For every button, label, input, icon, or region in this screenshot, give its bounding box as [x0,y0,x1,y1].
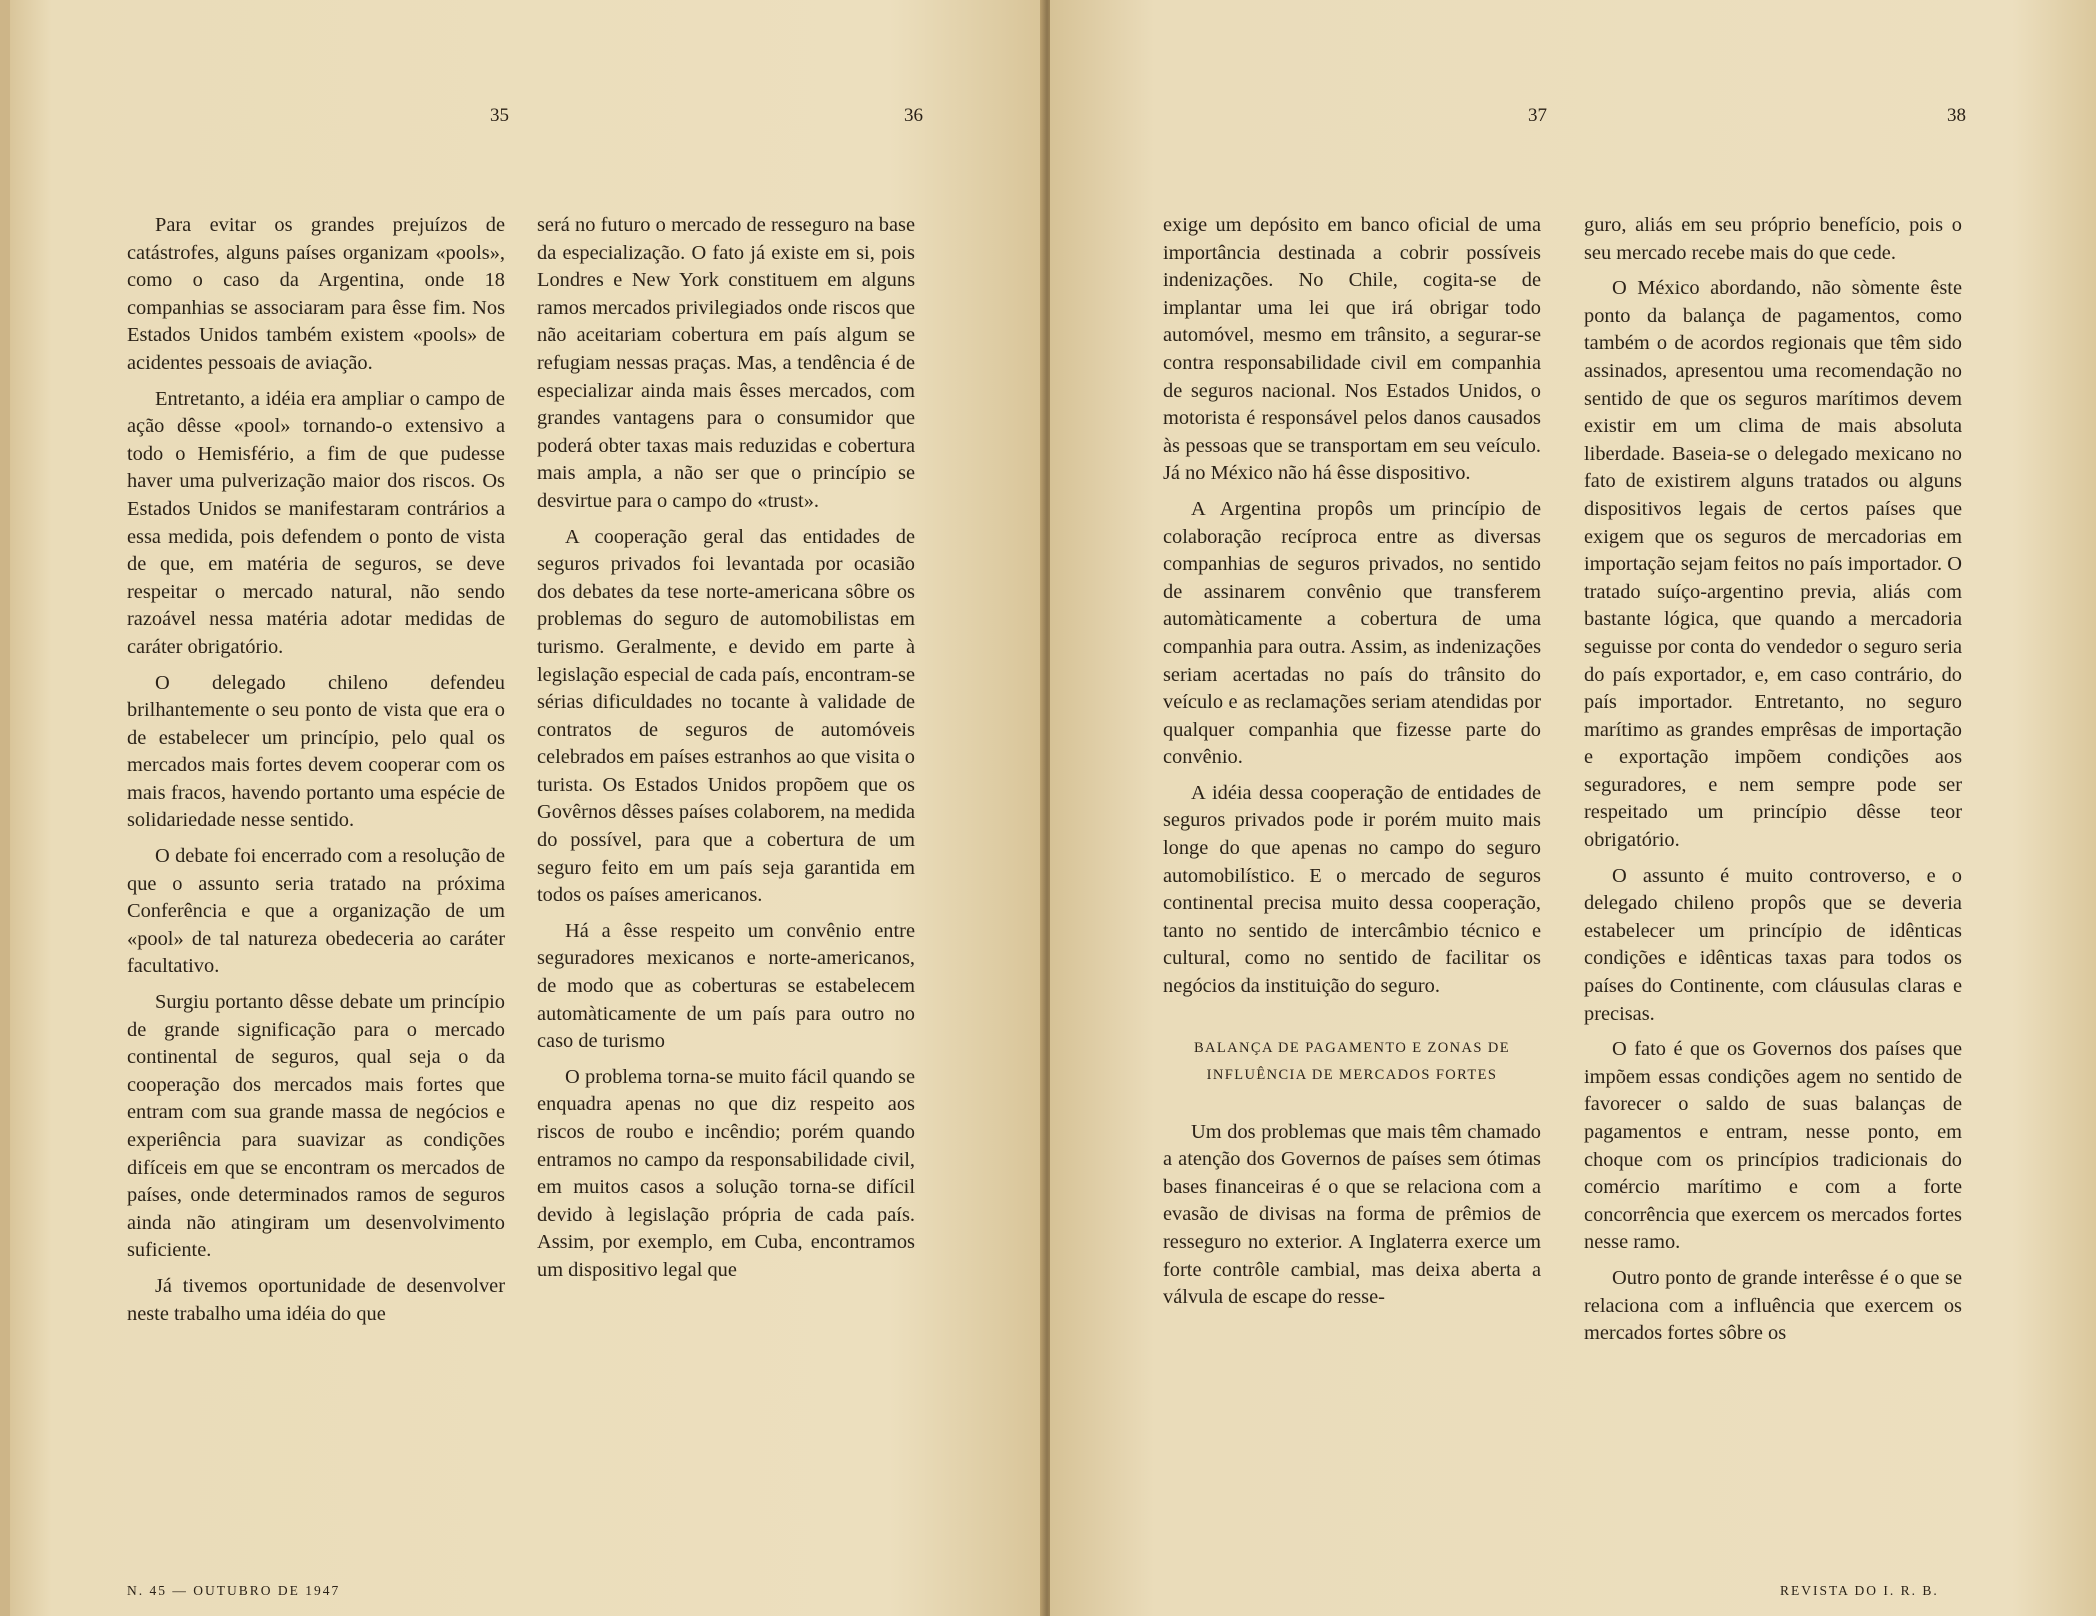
paragraph: Há a êsse respeito um convênio entre seguradores mexicanos e norte-americanos, de modo que as coberturas se estabelecem automàticamente de um país para outro no caso de turismo [537,919,915,1053]
paragraph: Surgiu portanto dêsse debate um princípio de grande significação para o mercado continental de seguros, qual seja o da cooperação dos mercados mais fortes que entram com sua grande massa de negócios e experiência para suavizar as condições difíceis em que se encontram os mercados de países, onde determinados ramos de seguros ainda não atingiram um desenvolvimento suficiente. [127,991,505,1262]
paragraph: O assunto é muito controverso, e o delegado chileno propôs que se deveria estabelecer um princípio de idênticas condições e idênticas taxas para todos os países do Continente, com cláusulas claras e precisas. [1584,864,1962,1025]
column-page-35 [127,212,505,1336]
column-page-36 [537,212,915,1293]
paragraph: Um dos problemas que mais têm chamado a atenção dos Governos de países sem ótimas bases financeiras é o que se relaciona com a evasão de divisas na forma de prêmios de resseguro no exterior. A Inglaterra exerce um forte contrôle cambial, mas deixa aberta a válvula de escape do resse- [1163,1120,1541,1309]
column-page-37 [1163,212,1541,1320]
left-sheet [0,0,1044,1616]
paragraph: A idéia dessa cooperação de entidades de seguros privados pode ir porém muito mais longe do que apenas no campo do seguro automobilístico. E o mercado de seguros continental precisa muito dessa cooperação, tanto no sentido de intercâmbio técnico e cultural, como no sentido de facilitar os negócios da instituição do seguro. [1163,781,1541,998]
footer-journal: REVISTA DO I. R. B. [1780,1583,1939,1598]
paragraph: Outro ponto de grande interêsse é o que se relaciona com a influência que exercem os mercados fortes sôbre os [1584,1266,1962,1345]
paragraph: O México abordando, não sòmente êste ponto da balança de pagamentos, como também o de acordos regionais que têm sido assinados, apresentou uma recomendação no sentido de que os seguros marítimos devem existir em um clima de mais absoluta liberdade. Baseia-se o delegado mexicano no fato de existirem alguns tratados ou alguns dispositivos legais de certos países que exigem que os seguros de mercadorias em importação sejam feitos no país importador. O tratado suíço-argentino previa, aliás com bastante lógica, que quando a mercadoria seguisse por conta do vendedor o seguro seria do país exportador, e, em caso contrário, do país importador. Entretanto, no seguro marítimo as grandes emprêsas de importação e exportação impõem condições aos seguradores, e nem sempre pode ser respeitado um princípio dêsse teor obrigatório. [1584,277,1962,852]
paragraph: Entretanto, a idéia era ampliar o campo de ação dêsse «pool» tornando-o extensivo a todo o Hemisfério, a fim de que pudesse haver uma pulverização maior dos riscos. Os Estados Unidos se manifestaram contrários a essa medida, pois defendem o ponto de vista de que, em matéria de seguros, se deve respeitar o mercado natural, não sendo razoável nessa matéria adotar medidas de caráter obrigatório. [127,387,505,658]
page-number-36: 36 [904,105,923,126]
paragraph: A Argentina propôs um princípio de colaboração recíproca entre as diversas companhias de seguros privados, no sentido de assinarem convênio que transferem automàticamente a cobertura de uma companhia para outra. Assim, as indenizações seriam acertadas no país do trânsito do veículo e as reclamações seriam atendidas por qualquer companhia que fizesse parte do convênio. [1163,497,1541,769]
paragraph: exige um depósito em banco oficial de uma importância destinada a cobrir possíveis indenizações. No Chile, cogita-se de implantar uma lei que irá obrigar todo automóvel, mesmo em trânsito, a segurar-se contra responsabilidade civil em companhia de seguros nacional. Nos Estados Unidos, o motorista é responsável pelos danos causados às pessoas que se transportam em seu veículo. Já no México não há êsse dispositivo. [1163,214,1541,485]
footer-issue: N. 45 — OUTUBRO DE 1947 [127,1583,341,1598]
column-page-38 [1584,212,1962,1356]
paragraph: Para evitar os grandes prejuízos de catástrofes, alguns países organizam «pools», como o caso da Argentina, onde 18 companhias se associaram para êsse fim. Nos Estados Unidos também existem «pools» de acidentes pessoais de aviação. [127,214,505,374]
section-heading: BALANÇA DE PAGAMENTO E ZONAS DE INFLUÊNCIA DE MERCADOS FORTES [1193,1039,1511,1083]
right-sheet [1050,0,2096,1616]
paragraph: A cooperação geral das entidades de seguros privados foi levantada por ocasião dos debates da tese norte-americana sôbre os problemas do seguro de automobilistas em turismo. Geralmente, e devido em parte à legislação especial de cada país, encontram-se sérias dificuldades no tocante à validade de contratos de seguros de automóveis celebrados em países estranhos ao que visita o turista. Os Estados Unidos propõem que os Govêrnos dêsses países colaborem, na medida do possível, para que a cobertura de um seguro feito em um país seja garantida em todos os países americanos. [537,525,915,907]
page-number-38: 38 [1947,105,1966,126]
paragraph: Já tivemos oportunidade de desenvolver neste trabalho uma idéia do que [127,1274,505,1325]
paragraph: O fato é que os Governos dos países que impõem essas condições agem no sentido de favorecer o saldo de suas balanças de pagamentos e entram, nesse ponto, em choque com os princípios tradicionais do comércio marítimo e com a forte concorrência que exercem os mercados fortes nesse ramo. [1584,1038,1962,1254]
paragraph: O problema torna-se muito fácil quando se enquadra apenas no que diz respeito aos riscos de roubo e incêndio; porém quando entramos no campo da responsabilidade civil, em muitos casos a solução torna-se difícil devido à legislação própria de cada país. Assim, por exemplo, em Cuba, encontramos um dispositivo legal que [537,1065,915,1281]
paragraph: O debate foi encerrado com a resolução de que o assunto seria tratado na próxima Conferência e que a organização de um «pool» de tal natureza obedeceria ao caráter facultativo. [127,845,505,978]
paragraph: O delegado chileno defendeu brilhantemente o seu ponto de vista que era o de estabelecer um princípio, pelo qual os mercados mais fortes devem cooperar com os mais fracos, havendo portanto uma espécie de solidariedade nesse sentido. [127,671,505,832]
paragraph: guro, aliás em seu próprio benefício, pois o seu mercado recebe mais do que cede. [1584,214,1962,264]
page-number-35: 35 [490,105,509,126]
paragraph: será no futuro o mercado de resseguro na base da especialização. O fato já existe em si, pois Londres e New York constituem em alguns ramos mercados privilegiados onde riscos que não aceitariam cobertura em país algum se refugiam nessas praças. Mas, a tendência é de especializar ainda mais êsses mercados, com grandes vantagens para o consumidor que poderá obter taxas mais reduzidas e cobertura mais ampla, a não ser que o princípio se desvirtue para o campo do «trust». [537,214,915,512]
page-number-37: 37 [1528,105,1547,126]
